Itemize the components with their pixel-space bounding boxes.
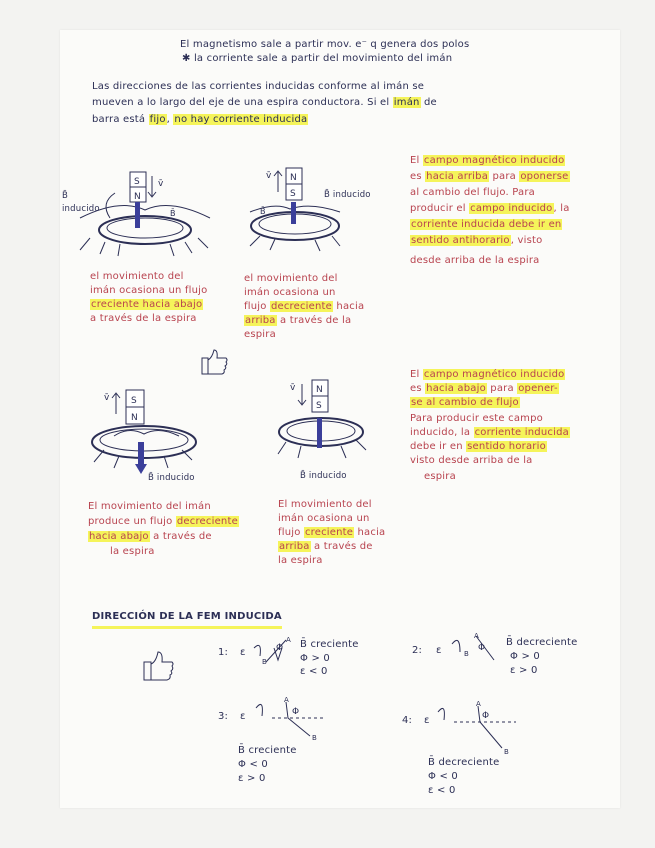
- case1-binduced: B̄ inducido: [62, 191, 100, 214]
- fem-c1-diagram: [252, 634, 298, 674]
- case2-caption-5: espira: [244, 329, 276, 340]
- note-top-4: [410, 202, 570, 216]
- case1-caption-highlight: creciente hacia abajo: [91, 299, 203, 310]
- case1-caption-1: el movimiento del: [90, 271, 184, 282]
- fem-c3-phi: Φ: [292, 707, 300, 717]
- note-top-6-highlight: sentido antihorario: [411, 235, 510, 246]
- case2-caption-3: [244, 300, 364, 314]
- note-mid-6: [410, 440, 547, 454]
- note-top-1-pre: El: [410, 155, 420, 166]
- fem-c4-b: B: [504, 748, 509, 756]
- note-mid-8: espira: [424, 471, 456, 482]
- case2-caption-3-pre: flujo: [244, 301, 267, 312]
- fem-c3-num: 3:: [218, 711, 229, 722]
- note-top-6: [410, 234, 542, 248]
- case3-magnet-top: S: [131, 396, 137, 406]
- fem-c2-diagram: [450, 630, 506, 670]
- case4-caption-5: la espira: [278, 555, 323, 566]
- note-top-2-highlight-2: oponerse: [520, 171, 569, 182]
- intro-line-1: El magnetismo sale a partir mov. e⁻ q genera dos polos: [180, 39, 470, 50]
- fem-c1-b-text: B̄ creciente: [300, 639, 359, 650]
- thumbs-up-icon-2: [140, 648, 176, 682]
- case1-arrow-down: [135, 202, 140, 228]
- fem-c3-eps: ε: [240, 711, 246, 722]
- note-top-3: al cambio del flujo. Para: [410, 187, 535, 198]
- case4-magnet-bottom: S: [316, 401, 322, 411]
- highlight-iman: imán: [393, 97, 420, 108]
- note-mid-2: [410, 382, 559, 396]
- fem-c4-phi: Φ: [482, 711, 490, 721]
- fem-c2-phi: Φ: [478, 643, 486, 653]
- fem-c1-eps: ε: [240, 647, 246, 658]
- note-top-6-post: , visto: [510, 235, 543, 246]
- case4-v: v̄: [290, 383, 296, 393]
- note-mid-4: Para producir este campo: [410, 413, 543, 424]
- fem-c1-phi: Φ: [276, 643, 284, 653]
- case2-b-field: B̄: [260, 207, 266, 216]
- fem-c2-num: 2:: [412, 645, 423, 656]
- note-mid-5: [410, 426, 570, 440]
- note-mid-7: visto desde arriba de la: [410, 455, 533, 466]
- note-top-1-highlight: campo magnético inducido: [423, 155, 565, 166]
- note-top-2-highlight-1: hacia arriba: [426, 171, 489, 182]
- case2-caption-4: [244, 314, 351, 328]
- paragraph-line-2-text: mueven a lo largo del eje de una espira conductora. Si el: [92, 97, 390, 108]
- paragraph-line-2-end: de: [423, 97, 437, 108]
- note-mid-2-pre: es: [410, 383, 422, 394]
- fem-c1-num: 1:: [218, 647, 229, 658]
- fem-c1-e-text: ε < 0: [300, 666, 328, 677]
- case3-caption-2-pre: produce un flujo: [88, 516, 173, 527]
- fem-c4-diagram: [436, 700, 526, 756]
- fem-c4-eps: ε: [424, 715, 430, 726]
- case4-caption-3-post: hacia: [357, 527, 386, 538]
- note-mid-5-highlight: corriente inducida: [474, 427, 569, 438]
- fem-c3-e-text: ε > 0: [238, 773, 266, 784]
- note-top-2: [410, 170, 570, 184]
- case1-v: v̄: [158, 179, 164, 189]
- note-top-4-post: , la: [553, 203, 570, 214]
- fem-c3-b-text: B̄ creciente: [238, 745, 297, 756]
- case2-caption-4-post: a través de la: [280, 315, 352, 326]
- case4-caption-1: El movimiento del: [278, 499, 372, 510]
- case4-caption-4-post: a través de: [314, 541, 373, 552]
- case4-caption-4: [278, 540, 373, 554]
- case3-binduced: B̄ inducido: [148, 473, 195, 483]
- fem-c4-a: A: [476, 700, 481, 708]
- case2-caption-3-post: hacia: [336, 301, 365, 312]
- fem-c2-b: B: [464, 650, 469, 658]
- fem-c4-num: 4:: [402, 715, 413, 726]
- note-mid-6-pre: debe ir en: [410, 441, 463, 452]
- paragraph-line-3-comma: ,: [166, 114, 171, 125]
- case3-caption-3-highlight: hacia abajo: [89, 531, 149, 542]
- case4-caption-2: imán ocasiona un: [278, 513, 370, 524]
- fem-c3-diagram: [254, 696, 334, 742]
- paragraph-line-2: [92, 96, 437, 110]
- case4-binduced: B̄ inducido: [300, 471, 347, 481]
- fem-c1-a: A: [286, 636, 291, 644]
- intro-line-2: ✱ la corriente sale a partir del movimiento del imán: [182, 53, 453, 64]
- case2-caption-4-highlight: arriba: [245, 315, 276, 326]
- case2-binduced: B̄ inducido: [324, 190, 371, 200]
- case1-caption-2: imán ocasiona un flujo: [90, 285, 208, 296]
- case3-v: v̄: [104, 393, 110, 403]
- note-mid-1-highlight: campo magnético inducido: [423, 369, 565, 380]
- note-mid-5-pre: inducido, la: [410, 427, 471, 438]
- note-mid-2-highlight-1: hacia abajo: [426, 383, 486, 394]
- case2-diagram: [240, 164, 370, 254]
- case4-caption-4-highlight: arriba: [279, 541, 310, 552]
- case1-b-field: B̄: [170, 209, 176, 218]
- case1-caption-3: [90, 298, 203, 312]
- note-mid-2-highlight-2: opener-: [518, 383, 558, 394]
- fem-c4-b-text: B̄ decreciente: [428, 757, 500, 768]
- case4-caption-3: [278, 526, 385, 540]
- highlight-fijo: fijo: [149, 114, 166, 125]
- note-top-7: desde arriba de la espira: [410, 255, 540, 266]
- case3-magnet-bottom: N: [131, 413, 138, 423]
- case2-magnet-top: N: [290, 173, 297, 183]
- note-mid-3: [410, 396, 520, 410]
- fem-c2-a: A: [474, 632, 479, 640]
- note-mid-6-highlight: sentido horario: [467, 441, 546, 452]
- note-mid-3-highlight: se al cambio de flujo: [411, 397, 519, 408]
- fem-c2-b-text: B̄ decreciente: [506, 637, 578, 648]
- fem-c3-a: A: [284, 696, 289, 704]
- note-top-5-highlight: corriente inducida debe ir en: [411, 219, 562, 230]
- case1-caption-4: a través de la espira: [90, 313, 197, 324]
- paragraph-line-1: Las direcciones de las corrientes inducidas conforme al imán se: [92, 81, 425, 92]
- fem-c1-b: B: [262, 658, 267, 666]
- case2-caption-2: imán ocasiona un: [244, 287, 336, 298]
- note-top-4-highlight: campo inducido: [470, 203, 553, 214]
- fem-c2-phi-text: Φ > 0: [510, 651, 540, 662]
- case4-arrow-up: [317, 418, 322, 448]
- note-mid-2-mid: para: [490, 383, 514, 394]
- fem-c1-phi-text: Φ > 0: [300, 653, 330, 664]
- case1-magnet-bottom: N: [134, 192, 141, 202]
- note-top-2-pre: es: [410, 171, 422, 182]
- fem-title: DIRECCIÓN DE LA FEM INDUCIDA: [92, 610, 282, 629]
- fem-c3-phi-text: Φ < 0: [238, 759, 268, 770]
- case3-caption-2-highlight: decreciente: [176, 516, 238, 527]
- case3-caption-4: la espira: [110, 546, 155, 557]
- thumbs-up-icon: [198, 346, 230, 376]
- fem-c2-e-text: ε > 0: [510, 665, 538, 676]
- note-top-5: [410, 218, 562, 232]
- case4-caption-3-highlight: creciente: [304, 527, 354, 538]
- note-top-4-pre: producir el: [410, 203, 466, 214]
- case3-caption-3-post: a través de: [153, 531, 212, 542]
- note-mid-1-pre: El: [410, 369, 420, 380]
- case4-magnet-top: N: [316, 385, 323, 395]
- paragraph-line-3-text: barra está: [92, 114, 146, 125]
- case2-magnet-bottom: S: [290, 189, 296, 199]
- fem-c4-e-text: ε < 0: [428, 785, 456, 796]
- case2-arrow-up: [291, 202, 296, 224]
- case2-v: v̄: [266, 171, 272, 181]
- case3-diagram: [84, 386, 224, 482]
- paragraph-line-3: [92, 113, 308, 127]
- highlight-no-corriente: no hay corriente inducida: [174, 114, 308, 125]
- case2-caption-1: el movimiento del: [244, 273, 338, 284]
- fem-c3-b: B: [312, 734, 317, 742]
- fem-c4-phi-text: Φ < 0: [428, 771, 458, 782]
- case4-diagram: [266, 376, 382, 472]
- note-top-2-mid: para: [492, 171, 516, 182]
- fem-c2-eps: ε: [436, 645, 442, 656]
- case4-caption-3-pre: flujo: [278, 527, 301, 538]
- case3-caption-2: [88, 515, 239, 529]
- note-mid-1: [410, 368, 565, 382]
- case3-arrow-down: [138, 442, 144, 466]
- case1-magnet-top: S: [134, 177, 140, 187]
- case2-caption-3-highlight: decreciente: [270, 301, 333, 312]
- case3-caption-1: El movimiento del imán: [88, 501, 211, 512]
- case3-caption-3: [88, 530, 212, 544]
- note-top-1: [410, 154, 565, 168]
